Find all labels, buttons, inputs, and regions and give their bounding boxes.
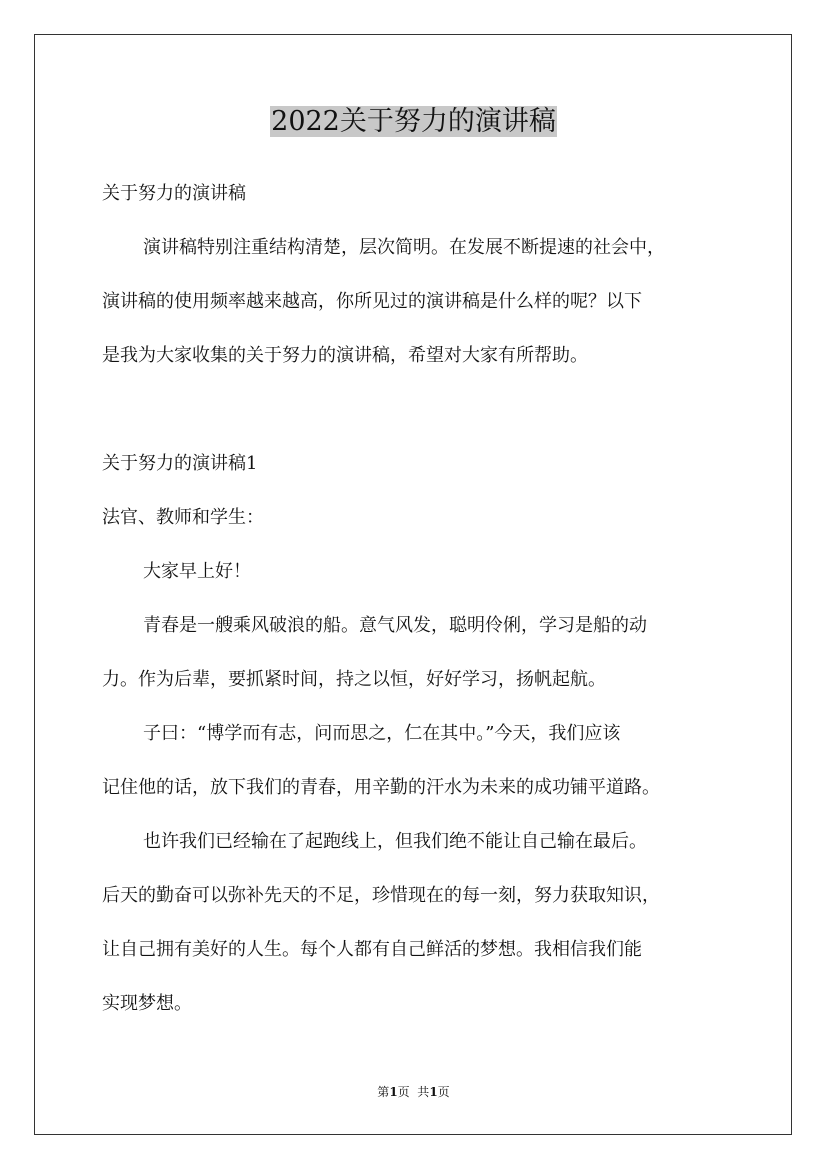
paragraph-1-line-1: 青春是一艘乘风破浪的船。意气风发，聪明伶俐，学习是船的动: [143, 615, 647, 636]
section-heading: 关于努力的演讲稿1: [102, 453, 258, 474]
salutation: 法官、教师和学生：: [102, 507, 264, 528]
intro-line-3: 是我为大家收集的关于努力的演讲稿，希望对大家有所帮助。: [102, 345, 588, 366]
paragraph-1-line-2: 力。作为后辈，要抓紧时间，持之以恒，好好学习，扬帆起航。: [102, 669, 606, 690]
document-title-text: 2022关于努力的演讲稿: [271, 106, 556, 137]
document-subtitle: 关于努力的演讲稿: [102, 183, 246, 204]
footer-page-total: 1: [429, 1085, 438, 1099]
footer-page-current: 1: [389, 1085, 398, 1099]
footer-page-suffix: 页: [437, 1085, 450, 1099]
paragraph-2-line-1: 子曰：“博学而有志，问而思之，仁在其中。”今天，我们应该: [143, 723, 621, 744]
page-footer: [0, 1083, 827, 1101]
paragraph-3-line-3: 让自己拥有美好的人生。每个人都有自己鲜活的梦想。我相信我们能: [102, 939, 642, 960]
footer-page-mid: 页 共: [397, 1085, 430, 1099]
document-title: [0, 102, 827, 142]
paragraph-2-line-2: 记住他的话，放下我们的青春，用辛勤的汗水为未来的成功铺平道路。: [102, 777, 660, 798]
intro-line-2: 演讲稿的使用频率越来越高，你所见过的演讲稿是什么样的呢？以下: [102, 291, 642, 312]
intro-line-1: 演讲稿特别注重结构清楚，层次简明。在发展不断提速的社会中，: [143, 237, 665, 258]
paragraph-3-line-4: 实现梦想。: [102, 993, 192, 1014]
paragraph-3-line-2: 后天的勤奋可以弥补先天的不足，珍惜现在的每一刻，努力获取知识，: [102, 885, 660, 906]
paragraph-3-line-1: 也许我们已经输在了起跑线上，但我们绝不能让自己输在最后。: [143, 831, 647, 852]
footer-page-prefix: 第: [377, 1085, 390, 1099]
greeting: 大家早上好！: [143, 561, 251, 582]
